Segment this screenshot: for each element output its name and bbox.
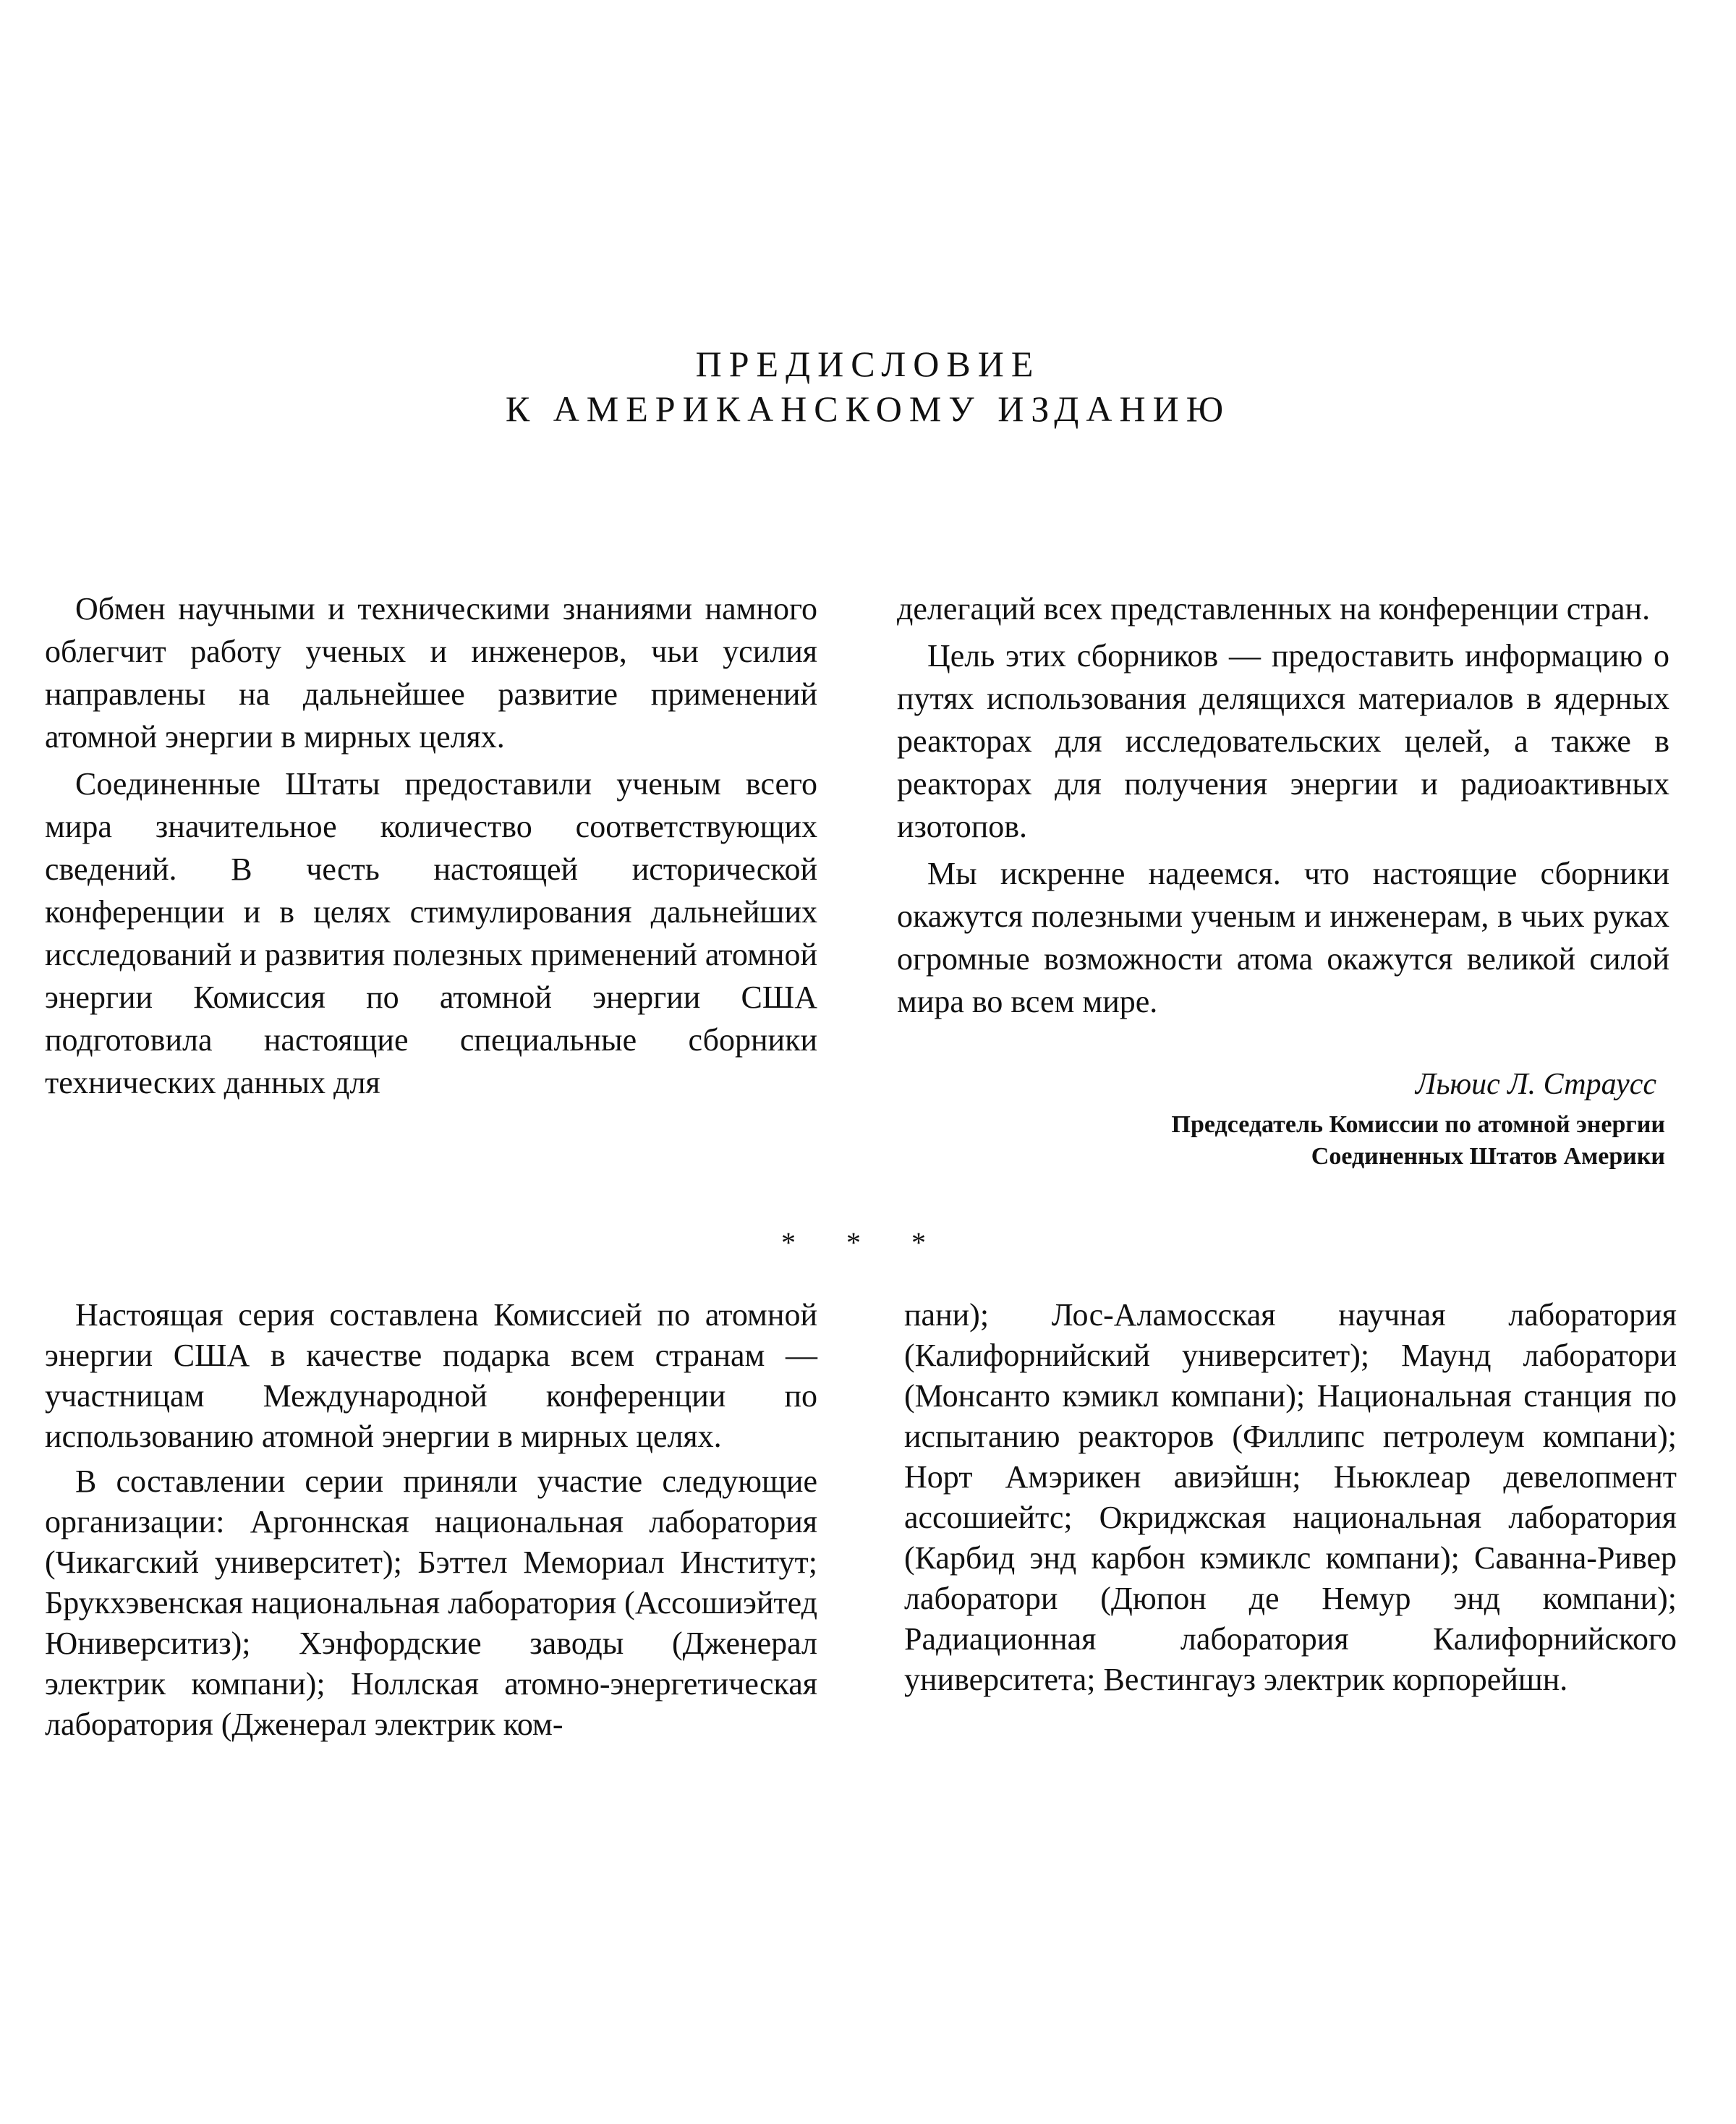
preface-paragraph-2-continuation: делегаций всех представленных на конференции стран. — [897, 591, 1651, 626]
preface-left-column — [45, 587, 817, 1104]
title-line-1: ПРЕДИСЛОВИЕ — [695, 344, 1041, 384]
signature-name: Льюис Л. Страусс — [1415, 1068, 1656, 1101]
series-right-column — [904, 1295, 1677, 1700]
series-left-column — [45, 1295, 817, 1745]
separator-star: * — [846, 1226, 861, 1259]
preface-paragraph-3: Цель этих сборников — предоставить информацию о путях использования делящихся материалов в ядерных реакторах для исследовательских целей, а также в реакторах для получения энергии и радиоактивных изотопов. — [897, 638, 1669, 844]
preface-right-column — [897, 587, 1669, 1023]
series-paragraph-2: В составлении серии приняли участие следующие организации: Аргоннская национальная лаборатория (Чикагский университет); Бэттел Мемориал Институт; Брукхэвенская национальная лаборатория (Ассошиэйтед Юниверситиз); Хэнфордские заводы (Дженерал электрик компани); Ноллская атомно-энергетическая лаборатория (Дженерал электрик ком- — [45, 1464, 817, 1742]
series-paragraph-1: Настоящая серия составлена Комиссией по атомной энергии США в качестве подарка всем странам — участницам Международной конференции по использованию атомной энергии в мирных целях. — [45, 1297, 817, 1454]
preface-paragraph-1: Обмен научными и техническими знаниями намного облегчит работу ученых и инженеров, чьи усилия направлены на дальнейшее развитие применений атомной энергии в мирных целях. — [45, 591, 817, 755]
signature-role-line-1: Председатель Комиссии по атомной энергии — [1171, 1111, 1665, 1138]
separator-star: * — [781, 1226, 796, 1259]
separator-star: * — [911, 1226, 926, 1259]
preface-paragraph-4: Мы искренне надеемся. что настоящие сборники окажутся полезными ученым и инженерам, в чьих руках огромные возможности атома окажутся великой силой мира во всем мире. — [897, 856, 1669, 1019]
signature-role-line-2: Соединенных Штатов Америки — [1311, 1143, 1665, 1170]
preface-paragraph-2: Соединенные Штаты предоставили ученым всего мира значительное количество соответствующих сведений. В честь настоящей исторической конференции и в целях стимулирования дальнейших исследований и развития полезных применений атомной энергии Комиссия по атомной энергии США подготовила настоящие специальные сборники технических данных для — [45, 766, 817, 1100]
series-paragraph-2-continuation: пани); Лос-Аламосская научная лаборатория (Калифорнийский университет); Маунд лаборатори (Монсанто кэмикл компани); Национальная станция по испытанию реакторов (Филлипс петролеум компани); Норт Амэрикен авиэйшн; Ньюклеар девелопмент ассошиейтс; Окриджская национальная лаборатория (Карбид энд карбон кэмиклс компани); Саванна-Ривер лаборатори (Дюпон де Немур энд компани); Радиационная лаборатория Калифорнийского университета; Вестингауз электрик корпорейшн. — [904, 1297, 1677, 1697]
section-separator — [781, 1228, 926, 1257]
title-line-2: К АМЕРИКАНСКОМУ ИЗДАНИЮ — [505, 388, 1231, 429]
